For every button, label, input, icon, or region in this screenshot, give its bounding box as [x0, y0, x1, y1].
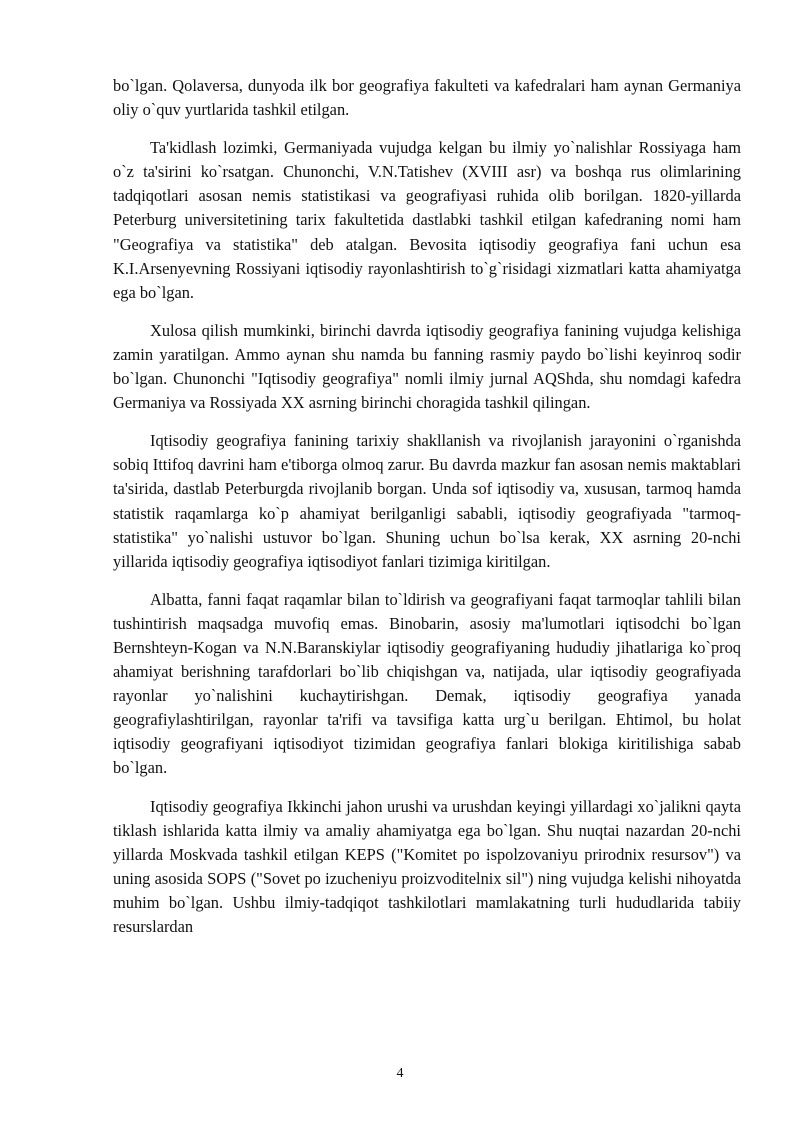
page-number: 4	[396, 1066, 404, 1081]
paragraph-1: bo`lgan. Qolaversa, dunyoda ilk bor geografiya fakulteti va kafedralari ham aynan Germaniya oliy o`quv yurtlarida tashkil etilgan.	[113, 76, 741, 120]
document-page-body	[113, 74, 741, 939]
paragraph-5: Albatta, fanni faqat raqamlar bilan to`ldirish va geografiyani faqat tarmoqlar tahlili bilan tushintirish maqsadga muvofiq emas. Binobarin, asosiy ma'lumotlari iqtisodchi bo`lgan Bernshteyn-Kogan va N.N.Baranskiylar iqtisodiy geografiyaning hududiy jihatlariga ko`proq ahamiyat berishning tarafdorlari bo`lib chiqishgan va, natijada, ular iqtisodiy geografiyada rayonlar yo`nalishini kuchaytirishgan. Demak, iqtisodiy geografiya yanada geografiylashtirilgan, rayonlar ta'rifi va tavsifiga katta urg`u berilgan. Ehtimol, bu holat iqtisodiy geografiyani iqtisodiyot tizimidan geografiya fanlari blokiga kiritilishiga sabab bo`lgan.	[113, 589, 741, 778]
paragraph-4: Iqtisodiy geografiya fanining tarixiy shakllanish va rivojlanish jarayonini o`rganishda sobiq Ittifoq davrini ham e'tiborga olmoq zarur. Bu davrda mazkur fan asosan nemis maktablari ta'sirida, dastlab Peterburgda rivojlanib borgan. Unda sof iqtisodiy va, xususan, tarmoq hamda statistik raqamlarga ko`p ahamiyat berilganligi sababli, iqtisodiy geografiyada "tarmoq-statistika" yo`nalishi ustuvor bo`lgan. Shuning uchun bo`lsa kerak, XX asrning 20-nchi yillarida iqtisodiy geografiya iqtisodiyot fanlari tizimiga kiritilgan.	[113, 431, 741, 571]
paragraph-2: Ta'kidlash lozimki, Germaniyada vujudga kelgan bu ilmiy yo`nalishlar Rossiyaga ham o`z ta'sirini ko`rsatgan. Chunonchi, V.N.Tatishev (XVIII asr) va boshqa rus olimlarining tadqiqotlari asosan nemis statistikasi va geografiyasi ruhida olib borilgan. 1820-yillarda Peterburg universitetining tarix fakultetida dastlabki tashkil etilgan kafedraning nomi ham "Geografiya va statistika" deb atalgan. Bevosita iqtisodiy geografiya fani uchun esa K.I.Arsenyevning Rossiyani iqtisodiy rayonlashtirish to`g`risidagi xizmatlari katta ahamiyatga ega bo`lgan.	[113, 138, 741, 302]
paragraph-6: Iqtisodiy geografiya Ikkinchi jahon urushi va urushdan keyingi yillardagi xo`jalikni qayta tiklash ishlarida katta ilmiy va amaliy ahamiyatga ega bo`lgan. Shu nuqtai nazardan 20-nchi yillarda Moskvada tashkil etilgan KEPS ("Komitet po ispolzovaniyu prirodnix resursov") va uning asosida SOPS ("Sovet po izucheniyu proizvoditelnix sil") ning vujudga kelishi nihoyatda muhim bo`lgan. Ushbu ilmiy-tadqiqot tashkilotlari mamlakatning turli hududlarida tabiiy resurslardan	[113, 796, 741, 936]
paragraph-3: Xulosa qilish mumkinki, birinchi davrda iqtisodiy geografiya fanining vujudga kelishiga zamin yaratilgan. Ammo aynan shu namda bu fanning rasmiy paydo bo`lishi keyinroq sodir bo`lgan. Chunonchi "Iqtisodiy geografiya" nomli ilmiy jurnal AQShda, shu nomdagi kafedra Germaniya va Rossiyada XX asrning birinchi choragida tashkil qilingan.	[113, 320, 741, 413]
